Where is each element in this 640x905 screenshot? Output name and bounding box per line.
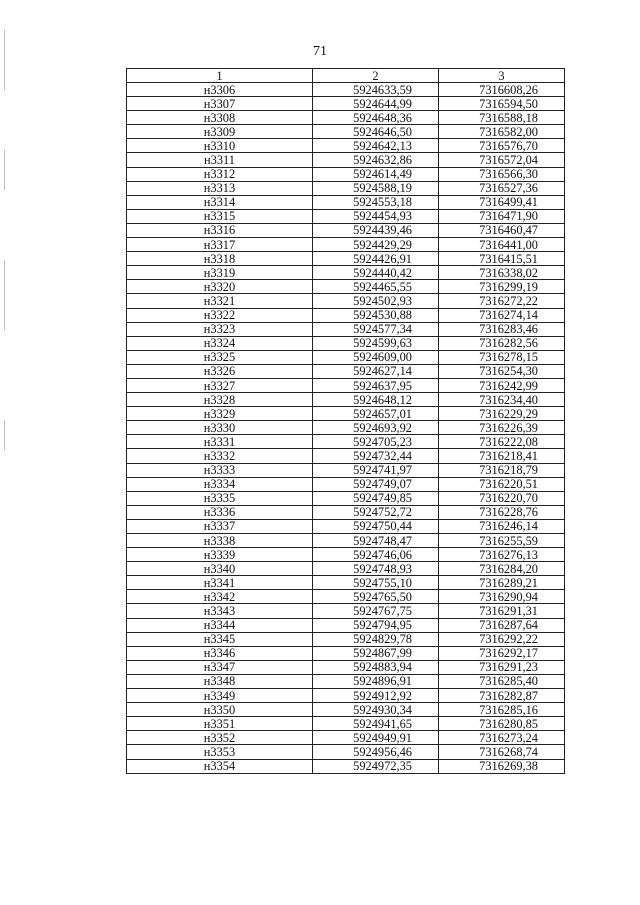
point-id-cell: н3336 <box>127 505 313 519</box>
point-id-cell: н3341 <box>127 576 313 590</box>
table-row <box>127 238 565 252</box>
table-row <box>127 280 565 294</box>
y-coordinate-cell: 7316582,00 <box>439 125 565 139</box>
table-row <box>127 505 565 519</box>
y-coordinate-cell: 7316229,29 <box>439 407 565 421</box>
point-id-cell: н3317 <box>127 238 313 252</box>
x-coordinate-cell: 5924693,92 <box>313 421 439 435</box>
y-coordinate-cell: 7316276,13 <box>439 548 565 562</box>
table-row <box>127 266 565 280</box>
y-coordinate-cell: 7316608,26 <box>439 83 565 97</box>
y-coordinate-cell: 7316218,41 <box>439 449 565 463</box>
x-coordinate-cell: 5924465,55 <box>313 280 439 294</box>
y-coordinate-cell: 7316460,47 <box>439 223 565 237</box>
point-id-cell: н3307 <box>127 97 313 111</box>
table-row <box>127 97 565 111</box>
column-header: 1 <box>127 69 313 83</box>
table-row <box>127 646 565 660</box>
table-row <box>127 674 565 688</box>
x-coordinate-cell: 5924609,00 <box>313 350 439 364</box>
table-row <box>127 449 565 463</box>
y-coordinate-cell: 7316246,14 <box>439 519 565 533</box>
x-coordinate-cell: 5924829,78 <box>313 632 439 646</box>
point-id-cell: н3311 <box>127 153 313 167</box>
x-coordinate-cell: 5924755,10 <box>313 576 439 590</box>
y-coordinate-cell: 7316576,70 <box>439 139 565 153</box>
point-id-cell: н3326 <box>127 364 313 378</box>
point-id-cell: н3354 <box>127 759 313 773</box>
x-coordinate-cell: 5924426,91 <box>313 252 439 266</box>
y-coordinate-cell: 7316292,22 <box>439 632 565 646</box>
point-id-cell: н3339 <box>127 548 313 562</box>
x-coordinate-cell: 5924941,65 <box>313 717 439 731</box>
x-coordinate-cell: 5924972,35 <box>313 759 439 773</box>
point-id-cell: н3342 <box>127 590 313 604</box>
y-coordinate-cell: 7316272,22 <box>439 294 565 308</box>
table-row <box>127 759 565 773</box>
point-id-cell: н3337 <box>127 519 313 533</box>
x-coordinate-cell: 5924632,86 <box>313 153 439 167</box>
x-coordinate-cell: 5924749,07 <box>313 477 439 491</box>
table-row <box>127 350 565 364</box>
point-id-cell: н3320 <box>127 280 313 294</box>
table-row <box>127 181 565 195</box>
y-coordinate-cell: 7316499,41 <box>439 195 565 209</box>
y-coordinate-cell: 7316594,50 <box>439 97 565 111</box>
x-coordinate-cell: 5924440,42 <box>313 266 439 280</box>
point-id-cell: н3321 <box>127 294 313 308</box>
table-row <box>127 364 565 378</box>
y-coordinate-cell: 7316280,85 <box>439 717 565 731</box>
y-coordinate-cell: 7316290,94 <box>439 590 565 604</box>
y-coordinate-cell: 7316220,70 <box>439 491 565 505</box>
x-coordinate-cell: 5924930,34 <box>313 703 439 717</box>
x-coordinate-cell: 5924648,36 <box>313 111 439 125</box>
x-coordinate-cell: 5924648,12 <box>313 393 439 407</box>
y-coordinate-cell: 7316284,20 <box>439 562 565 576</box>
table-row <box>127 745 565 759</box>
x-coordinate-cell: 5924956,46 <box>313 745 439 759</box>
y-coordinate-cell: 7316415,51 <box>439 252 565 266</box>
y-coordinate-cell: 7316588,18 <box>439 111 565 125</box>
table-row <box>127 393 565 407</box>
y-coordinate-cell: 7316282,56 <box>439 336 565 350</box>
page-number: 71 <box>313 44 327 59</box>
x-coordinate-cell: 5924553,18 <box>313 195 439 209</box>
y-coordinate-cell: 7316292,17 <box>439 646 565 660</box>
table-row <box>127 209 565 223</box>
y-coordinate-cell: 7316338,02 <box>439 266 565 280</box>
point-id-cell: н3351 <box>127 717 313 731</box>
x-coordinate-cell: 5924741,97 <box>313 463 439 477</box>
table-row <box>127 125 565 139</box>
point-id-cell: н3352 <box>127 731 313 745</box>
point-id-cell: н3353 <box>127 745 313 759</box>
table-row <box>127 195 565 209</box>
table-row <box>127 153 565 167</box>
point-id-cell: н3350 <box>127 703 313 717</box>
y-coordinate-cell: 7316226,39 <box>439 421 565 435</box>
table-row <box>127 604 565 618</box>
point-id-cell: н3315 <box>127 209 313 223</box>
table-row <box>127 491 565 505</box>
table-row <box>127 590 565 604</box>
point-id-cell: н3306 <box>127 83 313 97</box>
point-id-cell: н3310 <box>127 139 313 153</box>
y-coordinate-cell: 7316273,24 <box>439 731 565 745</box>
point-id-cell: н3316 <box>127 223 313 237</box>
x-coordinate-cell: 5924429,29 <box>313 238 439 252</box>
y-coordinate-cell: 7316291,31 <box>439 604 565 618</box>
y-coordinate-cell: 7316228,76 <box>439 505 565 519</box>
x-coordinate-cell: 5924746,06 <box>313 548 439 562</box>
y-coordinate-cell: 7316282,87 <box>439 689 565 703</box>
point-id-cell: н3308 <box>127 111 313 125</box>
x-coordinate-cell: 5924642,13 <box>313 139 439 153</box>
x-coordinate-cell: 5924749,85 <box>313 491 439 505</box>
table-row <box>127 421 565 435</box>
y-coordinate-cell: 7316471,90 <box>439 209 565 223</box>
x-coordinate-cell: 5924732,44 <box>313 449 439 463</box>
y-coordinate-cell: 7316299,19 <box>439 280 565 294</box>
point-id-cell: н3340 <box>127 562 313 576</box>
point-id-cell: н3343 <box>127 604 313 618</box>
point-id-cell: н3319 <box>127 266 313 280</box>
x-coordinate-cell: 5924657,01 <box>313 407 439 421</box>
point-id-cell: н3330 <box>127 421 313 435</box>
table-row <box>127 294 565 308</box>
x-coordinate-cell: 5924644,99 <box>313 97 439 111</box>
x-coordinate-cell: 5924883,94 <box>313 660 439 674</box>
point-id-cell: н3348 <box>127 674 313 688</box>
table-row <box>127 139 565 153</box>
y-coordinate-cell: 7316234,40 <box>439 393 565 407</box>
point-id-cell: н3313 <box>127 181 313 195</box>
table-row <box>127 223 565 237</box>
y-coordinate-cell: 7316283,46 <box>439 322 565 336</box>
point-id-cell: н3318 <box>127 252 313 266</box>
table-row <box>127 435 565 449</box>
x-coordinate-cell: 5924588,19 <box>313 181 439 195</box>
y-coordinate-cell: 7316278,15 <box>439 350 565 364</box>
table-header-row <box>127 69 565 83</box>
point-id-cell: н3314 <box>127 195 313 209</box>
x-coordinate-cell: 5924794,95 <box>313 618 439 632</box>
y-coordinate-cell: 7316289,21 <box>439 576 565 590</box>
point-id-cell: н3324 <box>127 336 313 350</box>
y-coordinate-cell: 7316566,30 <box>439 167 565 181</box>
x-coordinate-cell: 5924577,34 <box>313 322 439 336</box>
y-coordinate-cell: 7316218,79 <box>439 463 565 477</box>
point-id-cell: н3344 <box>127 618 313 632</box>
table-row <box>127 407 565 421</box>
y-coordinate-cell: 7316285,16 <box>439 703 565 717</box>
table-row <box>127 632 565 646</box>
x-coordinate-cell: 5924912,92 <box>313 689 439 703</box>
table-row <box>127 717 565 731</box>
x-coordinate-cell: 5924637,95 <box>313 378 439 392</box>
x-coordinate-cell: 5924748,93 <box>313 562 439 576</box>
point-id-cell: н3347 <box>127 660 313 674</box>
table-row <box>127 548 565 562</box>
point-id-cell: н3334 <box>127 477 313 491</box>
x-coordinate-cell: 5924949,91 <box>313 731 439 745</box>
column-header: 3 <box>439 69 565 83</box>
y-coordinate-cell: 7316527,36 <box>439 181 565 195</box>
x-coordinate-cell: 5924896,91 <box>313 674 439 688</box>
table-row <box>127 618 565 632</box>
table-row <box>127 534 565 548</box>
table-row <box>127 689 565 703</box>
x-coordinate-cell: 5924867,99 <box>313 646 439 660</box>
column-header: 2 <box>313 69 439 83</box>
x-coordinate-cell: 5924530,88 <box>313 308 439 322</box>
y-coordinate-cell: 7316255,59 <box>439 534 565 548</box>
y-coordinate-cell: 7316274,14 <box>439 308 565 322</box>
x-coordinate-cell: 5924748,47 <box>313 534 439 548</box>
y-coordinate-cell: 7316269,38 <box>439 759 565 773</box>
y-coordinate-cell: 7316287,64 <box>439 618 565 632</box>
table-row <box>127 562 565 576</box>
table-row <box>127 477 565 491</box>
table-body <box>127 83 565 774</box>
y-coordinate-cell: 7316291,23 <box>439 660 565 674</box>
table-row <box>127 378 565 392</box>
y-coordinate-cell: 7316441,00 <box>439 238 565 252</box>
x-coordinate-cell: 5924646,50 <box>313 125 439 139</box>
y-coordinate-cell: 7316285,40 <box>439 674 565 688</box>
x-coordinate-cell: 5924454,93 <box>313 209 439 223</box>
x-coordinate-cell: 5924627,14 <box>313 364 439 378</box>
table-row <box>127 252 565 266</box>
x-coordinate-cell: 5924750,44 <box>313 519 439 533</box>
x-coordinate-cell: 5924614,49 <box>313 167 439 181</box>
y-coordinate-cell: 7316220,51 <box>439 477 565 491</box>
table-row <box>127 83 565 97</box>
table-row <box>127 308 565 322</box>
point-id-cell: н3312 <box>127 167 313 181</box>
scan-margin-marks <box>4 0 7 905</box>
table-row <box>127 336 565 350</box>
x-coordinate-cell: 5924767,75 <box>313 604 439 618</box>
point-id-cell: н3322 <box>127 308 313 322</box>
x-coordinate-cell: 5924705,23 <box>313 435 439 449</box>
point-id-cell: н3335 <box>127 491 313 505</box>
table-row <box>127 660 565 674</box>
coordinates-table <box>126 68 565 774</box>
x-coordinate-cell: 5924752,72 <box>313 505 439 519</box>
table-row <box>127 703 565 717</box>
x-coordinate-cell: 5924599,63 <box>313 336 439 350</box>
table-row <box>127 463 565 477</box>
table-row <box>127 167 565 181</box>
point-id-cell: н3338 <box>127 534 313 548</box>
table-row <box>127 731 565 745</box>
y-coordinate-cell: 7316222,08 <box>439 435 565 449</box>
point-id-cell: н3327 <box>127 378 313 392</box>
point-id-cell: н3346 <box>127 646 313 660</box>
y-coordinate-cell: 7316254,30 <box>439 364 565 378</box>
x-coordinate-cell: 5924439,46 <box>313 223 439 237</box>
point-id-cell: н3309 <box>127 125 313 139</box>
y-coordinate-cell: 7316268,74 <box>439 745 565 759</box>
y-coordinate-cell: 7316242,99 <box>439 378 565 392</box>
x-coordinate-cell: 5924502,93 <box>313 294 439 308</box>
table-row <box>127 576 565 590</box>
point-id-cell: н3331 <box>127 435 313 449</box>
point-id-cell: н3345 <box>127 632 313 646</box>
point-id-cell: н3329 <box>127 407 313 421</box>
point-id-cell: н3323 <box>127 322 313 336</box>
point-id-cell: н3325 <box>127 350 313 364</box>
y-coordinate-cell: 7316572,04 <box>439 153 565 167</box>
table-row <box>127 111 565 125</box>
point-id-cell: н3328 <box>127 393 313 407</box>
table-row <box>127 322 565 336</box>
point-id-cell: н3332 <box>127 449 313 463</box>
x-coordinate-cell: 5924765,50 <box>313 590 439 604</box>
point-id-cell: н3349 <box>127 689 313 703</box>
x-coordinate-cell: 5924633,59 <box>313 83 439 97</box>
table-row <box>127 519 565 533</box>
point-id-cell: н3333 <box>127 463 313 477</box>
